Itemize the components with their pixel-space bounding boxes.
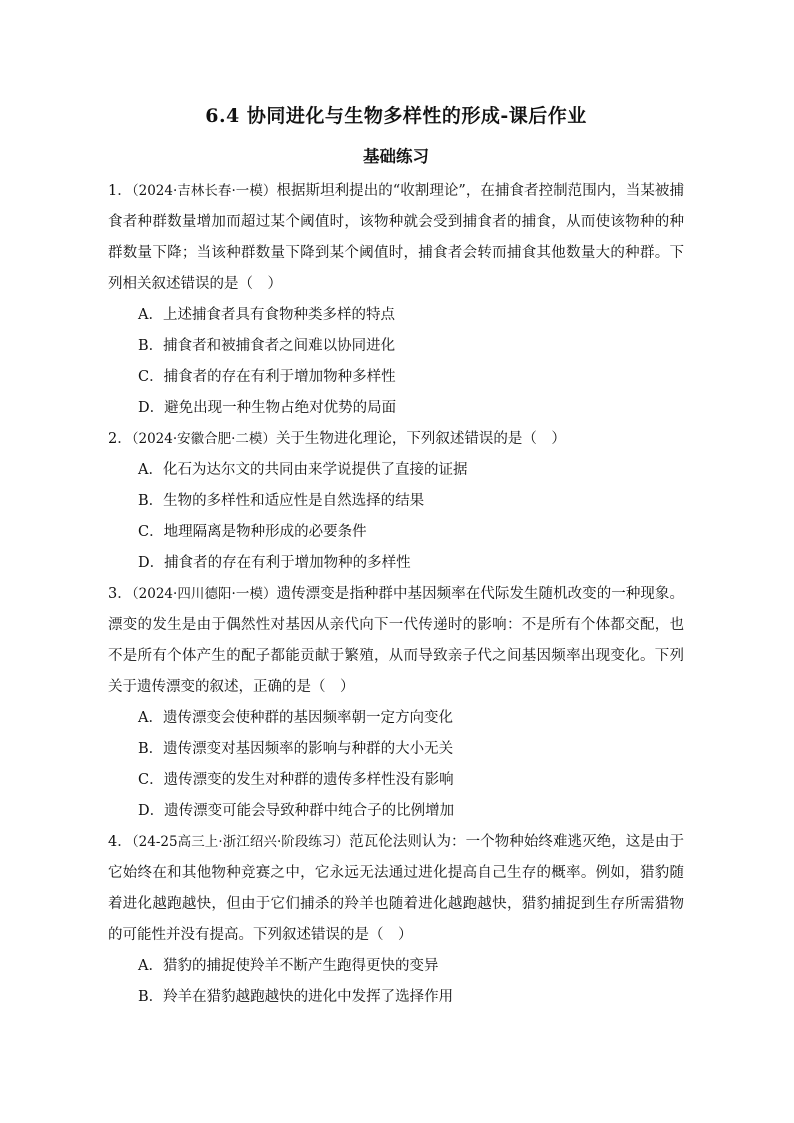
option-list: [108, 951, 684, 1013]
option-letter: A．: [138, 307, 163, 323]
question-text: 关于生物进化理论，下列叙述错误的是（ ）: [275, 431, 566, 447]
option-text: 避免出现一种生物占绝对优势的局面: [164, 400, 397, 416]
option-letter: D．: [138, 803, 165, 819]
option-c: [108, 362, 684, 393]
option-b: [108, 734, 684, 765]
question-text: 遗传漂变是指种群中基因频率在代际发生随机改变的一种现象。漂变的发生是由于偶然性对基因从亲代向下一代传递时的影响：不是所有个体都交配，也不是所有个体产生的配子都能贡献于繁殖，从而导致亲子代之间基因频率出现变化。下列关于遗传漂变的叙述，正确的是（ ）: [108, 586, 684, 695]
option-letter: B．: [138, 989, 164, 1005]
option-letter: A．: [138, 462, 163, 478]
option-letter: A．: [138, 710, 163, 726]
question-stem: [108, 424, 684, 455]
option-list: [108, 455, 684, 579]
option-text: 羚羊在猎豹越跑越快的进化中发挥了选择作用: [163, 989, 454, 1005]
option-letter: D．: [138, 555, 165, 571]
option-text: 生物的多样性和适应性是自然选择的结果: [163, 493, 425, 509]
option-text: 捕食者和被捕食者之间难以协同进化: [163, 338, 396, 354]
option-text: 遗传漂变可能会导致种群中纯合子的比例增加: [164, 803, 455, 819]
question-3: [108, 579, 684, 827]
option-list: [108, 703, 684, 827]
question-text: 范瓦伦法则认为：一个物种始终难逃灭绝，这是由于它始终在和其他物种竞赛之中，它永远无法通过进化提高自己生存的概率。例如，猎豹随着进化越跑越快，但由于它们捕杀的羚羊也随着进化越跑越快，猎豹捕捉到生存所需猎物的可能性并没有提高。下列叙述错误的是（ ）: [108, 834, 684, 943]
option-text: 捕食者的存在有利于增加物种多样性: [163, 369, 396, 385]
option-letter: A．: [138, 958, 163, 974]
option-list: [108, 300, 684, 424]
question-2: [108, 424, 684, 579]
option-c: [108, 517, 684, 548]
option-a: [108, 703, 684, 734]
option-letter: C．: [138, 772, 164, 788]
option-letter: D．: [138, 400, 165, 416]
question-stem: [108, 579, 684, 703]
option-a: [108, 951, 684, 982]
option-a: [108, 455, 684, 486]
question-source: （2024·安徽合肥·二模）: [131, 431, 276, 447]
option-b: [108, 982, 684, 1013]
option-letter: C．: [138, 369, 164, 385]
question-source: （24-25高三上·浙江绍兴·阶段练习）: [131, 834, 350, 850]
section-heading: 基础练习: [363, 147, 429, 166]
option-d: [108, 393, 684, 424]
option-text: 捕食者的存在有利于增加物种的多样性: [164, 555, 411, 571]
page-title: 6.4 协同进化与生物多样性的形成-课后作业: [205, 105, 587, 127]
option-c: [108, 765, 684, 796]
question-source: （2024·四川德阳·一模）: [131, 586, 277, 602]
option-text: 遗传漂变的发生对种群的遗传多样性没有影响: [163, 772, 454, 788]
question-number: 4．: [108, 834, 132, 850]
question-1: [108, 176, 684, 424]
question-number: 2．: [108, 431, 132, 447]
option-a: [108, 300, 684, 331]
option-b: [108, 486, 684, 517]
option-letter: B．: [138, 493, 164, 509]
option-d: [108, 548, 684, 579]
question-text: 根据斯坦利提出的“收割理论”，在捕食者控制范围内，当某被捕食者种群数量增加而超过某个阈值时，该物种就会受到捕食者的捕食，从而使该物种的种群数量下降；当该种群数量下降到某个阈值时，捕食者会转而捕食其他数量大的种群。下列相关叙述错误的是（ ）: [108, 183, 684, 292]
option-text: 猎豹的捕捉使羚羊不断产生跑得更快的变异: [162, 958, 439, 974]
option-text: 上述捕食者具有食物种类多样的特点: [162, 307, 395, 323]
question-source: （2024·吉林长春·一模）: [131, 183, 277, 199]
option-letter: B．: [138, 741, 164, 757]
option-letter: C．: [138, 524, 164, 540]
option-text: 地理隔离是物种形成的必要条件: [163, 524, 367, 540]
option-text: 化石为达尔文的共同由来学说提供了直接的证据: [162, 462, 468, 478]
option-text: 遗传漂变会使种群的基因频率朝一定方向变化: [162, 710, 453, 726]
question-4: [108, 827, 684, 1013]
option-letter: B．: [138, 338, 164, 354]
question-stem: [108, 176, 684, 300]
option-text: 遗传漂变对基因频率的影响与种群的大小无关: [163, 741, 454, 757]
option-b: [108, 331, 684, 362]
question-number: 1．: [108, 183, 132, 199]
question-stem: [108, 827, 684, 951]
option-d: [108, 796, 684, 827]
question-number: 3．: [108, 586, 132, 602]
